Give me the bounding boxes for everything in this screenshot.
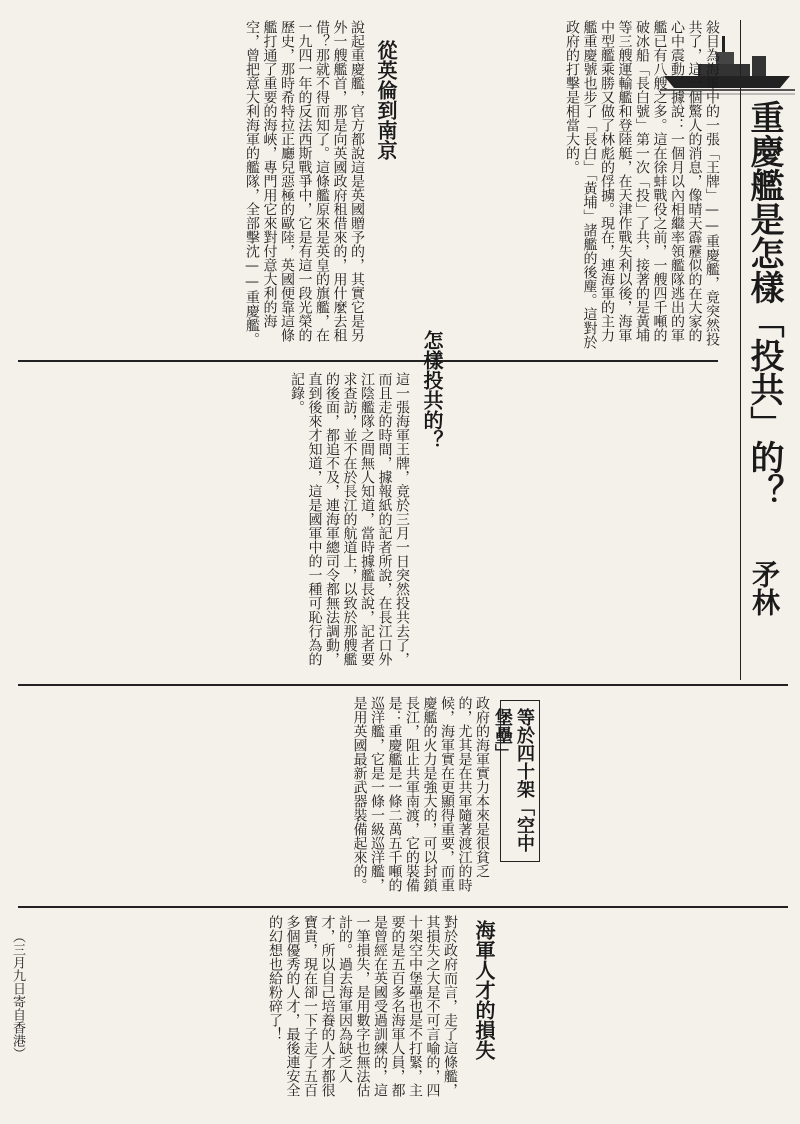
- row-divider-2: [18, 684, 788, 686]
- section-heading-london-to-nanjing: 從英倫到南京: [374, 40, 398, 160]
- column-divider: [740, 20, 741, 680]
- dateline: （三月九日寄自香港）: [10, 930, 25, 1060]
- intro-paragraph: 敍目為海軍中的一張「王牌」——重慶艦，竟突然投共了，這一個驚人的消息，像晴天霹靂似的在大家的心中震動，據說：一個月以內相繼率領艦隊逃出的軍艦已有八艘之多。這在徐蚌戰役之前，一艘四千噸的破冰船「長白號」第一次「投」了共，接著的是黃埔等三艘運輸艦和登陸艇，在天津作戰失利以後，海軍中型艦乘勝又做了林彪的俘擄。現在，連海軍的主力艦重慶號也步了「長白」「黃埔」諸艦的後塵。這對於政府的打擊是相當大的。: [564, 20, 720, 349]
- section-body-how-defected-cont: [455, 372, 725, 672]
- row-divider-3: [18, 906, 788, 908]
- section-body-right-column: [550, 696, 785, 896]
- section-body-london-to-nanjing: 說起重慶艦，官方都說這是英國贈予的，其實它是另外一艘艦首，那是向英國政府租借來的，用什麼去租借？那就不得而知了。這條艦原來是英皇的旗艦，在一九四一年的反法西斯戰爭中，它是有這一段光榮的歷史，那時希特拉正廳兒惡極的歐陸，英國便靠這條艦打通了重要的海峽，專門用它來對付意大利的海空，曾把意大利海軍的艦隊，全部擊沈——重慶艦。: [244, 20, 365, 346]
- section-heading-talent-loss: 海軍人才的損失: [472, 920, 496, 1060]
- section-heading-how-defected: 怎樣投共的？: [420, 330, 444, 450]
- section-body-forty-fortresses: 政府的海軍實力本來是很貧乏的，尤其是在共軍隨著渡江的時候，海軍實在更顯得重要，而重慶艦的火力是強大的，可以封鎖長江，阻止共軍南渡，它的裝備是：重慶艦是一條二萬五千噸的巡洋艦，它是一條一級巡洋艦，是用英國最新武器裝備起來的。: [351, 696, 490, 892]
- row-divider: [18, 360, 718, 362]
- section-body-talent-loss: 對於政府而言，走了這條艦，其損失之大是不可言喻的，四十架空中堡壘也是不打緊，主要的是五百多名海軍人員，都是曾經在英國受過訓練的，這一筆損失，是用數字也無法估計的。過去海軍因為缺乏人才，所以自己培養的人才都很寶貴，現在卻一下子走了五百多個優秀的人才，最後連安全的幻想也給粉碎了！: [267, 915, 458, 1097]
- article-title: 重慶艦是怎樣「投共」的？: [744, 100, 784, 508]
- author-byline: 矛林: [748, 560, 781, 616]
- section-body-how-defected: 這一張海軍王牌，竟於三月一日突然投共去了，而且走的時間，據報紙的記者所說，在長江口外江陰艦隊之間無人知道，當時據艦長說，記者要求查訪，並不在於長江的航道上，以致於那艘艦的後面，都追不及，連海軍總司令都無法調動，直到後來才知道，這是國軍中的一種可恥行為的記錄。: [289, 372, 410, 666]
- section-heading-forty-fortresses: 等於四十架「空中堡壘」: [492, 708, 535, 852]
- bottom-right-column: [510, 915, 785, 1110]
